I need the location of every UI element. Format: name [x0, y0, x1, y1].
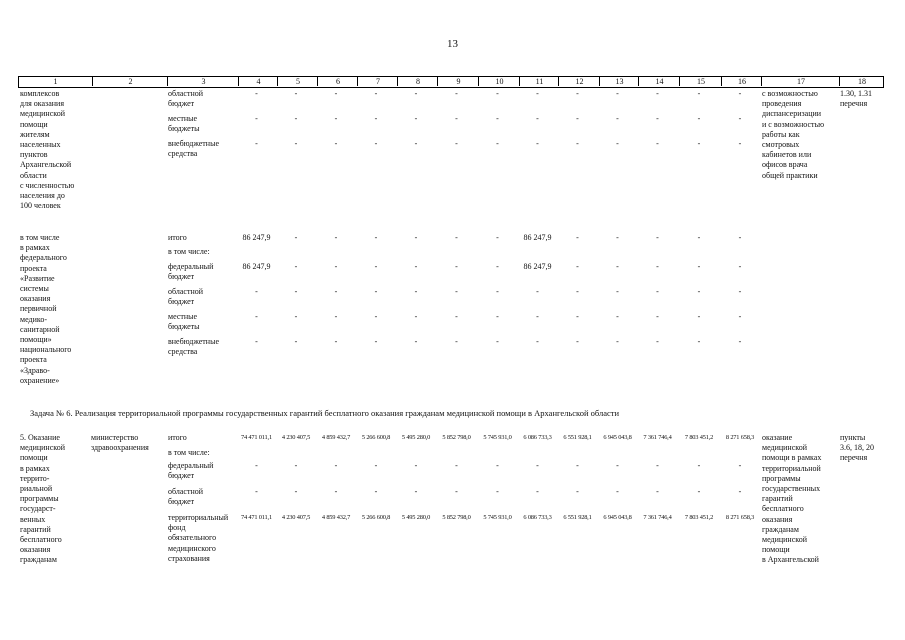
section-b-row4-dash-col12: -	[576, 312, 579, 321]
section-c-row3-dash-col7: -	[374, 487, 378, 496]
section-a-row0-dash-col7: -	[374, 89, 378, 98]
section-b-row4-dash-col6: -	[334, 312, 338, 321]
section-b-col1: в том числе в рамках федерального проекта «Развитие системы оказания первичной медико- санитарной помощи» национального проекта «Здраво- охранение»	[20, 233, 72, 385]
section-b-row4-dash-col7: -	[374, 312, 378, 321]
section-c-row3-label: областной бюджет	[168, 487, 204, 507]
column-number-12: 12	[558, 77, 600, 86]
section-c-row2-dash-col6: -	[334, 461, 338, 470]
section-a-row0-dash-col12: -	[576, 89, 579, 98]
section-a-row2-dash-col11: -	[536, 139, 539, 148]
section-a-row1-dash-col12: -	[576, 114, 579, 123]
section-c-row4-col13: 6 945 043,8	[603, 514, 632, 521]
section-b-row5-dash-col9: -	[455, 337, 458, 346]
section-a-row2-dash-col10: -	[496, 139, 499, 148]
section-c-row3-dash-col15: -	[697, 487, 701, 496]
table-header-row	[18, 76, 884, 88]
section-b-row2-dash-col13: -	[616, 262, 619, 271]
section-b-row3-dash-col6: -	[334, 287, 338, 296]
section-c-row4-col12: 6 551 928,1	[563, 514, 592, 521]
section-b-row0-dash-col9: -	[455, 233, 458, 242]
section-b-row3-dash-col12: -	[576, 287, 579, 296]
section-c-row0-col10: 5 745 931,0	[483, 434, 512, 441]
section-c-row0-col6: 4 859 432,7	[321, 434, 351, 441]
section-b-row5-dash-col12: -	[576, 337, 579, 346]
section-b-row3-dash-col8: -	[414, 287, 418, 296]
section-b-row2-dash-col14: -	[656, 262, 659, 271]
section-a-row0-dash-col15: -	[697, 89, 701, 98]
section-c-row3-dash-col11: -	[536, 487, 539, 496]
section-a-row1-dash-col5: -	[294, 114, 298, 123]
section-b-row3-dash-col16: -	[738, 287, 742, 296]
section-c-row3-dash-col8: -	[414, 487, 418, 496]
section-c-row4-col9: 5 852 798,0	[442, 514, 471, 521]
section-b-row0-dash-col6: -	[334, 233, 338, 242]
section-c-row3-dash-col4: -	[255, 487, 258, 496]
section-c-row2-dash-col7: -	[374, 461, 378, 470]
section-c-row0-col15: 7 803 451,2	[684, 434, 714, 441]
column-number-6: 6	[317, 77, 358, 86]
section-b-row3-dash-col7: -	[374, 287, 378, 296]
section-b-row3-label: областной бюджет	[168, 287, 204, 307]
section-b-row4-dash-col14: -	[656, 312, 659, 321]
section-b-row5-dash-col8: -	[414, 337, 418, 346]
section-c-row2-dash-col4: -	[255, 461, 258, 470]
section-c-row4-col16: 8 271 658,3	[725, 514, 755, 521]
section-c-row3-dash-col6: -	[334, 487, 338, 496]
page-number: 13	[447, 38, 458, 50]
section-b-row4-dash-col5: -	[294, 312, 298, 321]
task-title: Задача № 6. Реализация территориальной программы государственных гарантий бесплатного оказания гражданам медицинской помощи в Архангельской области	[30, 408, 620, 418]
section-c-col2: министерство здравоохранения	[91, 433, 149, 453]
column-number-8: 8	[397, 77, 438, 86]
section-a-row2-label: внебюджетные средства	[168, 139, 219, 159]
section-a-row2-dash-col13: -	[616, 139, 619, 148]
section-a-row1-dash-col4: -	[255, 114, 258, 123]
section-b-row2-dash-col7: -	[374, 262, 378, 271]
section-c-row0-col11: 6 086 733,3	[523, 434, 552, 441]
section-c-row3-dash-col16: -	[738, 487, 742, 496]
section-c-row3-dash-col5: -	[294, 487, 298, 496]
section-a-row2-dash-col8: -	[414, 139, 418, 148]
section-c-row0-col7: 5 266 600,8	[361, 434, 391, 441]
section-a-row0-dash-col9: -	[455, 89, 458, 98]
section-c-row2-dash-col9: -	[455, 461, 458, 470]
section-a-row2-dash-col12: -	[576, 139, 579, 148]
section-c-row0-col14: 7 361 746,4	[643, 434, 672, 441]
section-a-row2-dash-col14: -	[656, 139, 659, 148]
section-a-row2-dash-col7: -	[374, 139, 378, 148]
section-b-row5-dash-col16: -	[738, 337, 742, 346]
section-b-row3-dash-col5: -	[294, 287, 298, 296]
section-a-row1-dash-col14: -	[656, 114, 659, 123]
section-a-row0-label: областной бюджет	[168, 89, 204, 109]
section-c-row1-label: в том числе:	[168, 448, 210, 457]
section-b-row4-dash-col9: -	[455, 312, 458, 321]
section-a-row1-dash-col16: -	[738, 114, 742, 123]
section-c-row4-col5: 4 230 407,5	[281, 514, 311, 521]
section-a-row1-dash-col8: -	[414, 114, 418, 123]
section-c-row2-dash-col13: -	[616, 461, 619, 470]
section-b-row5-dash-col7: -	[374, 337, 378, 346]
section-a-row0-dash-col4: -	[255, 89, 258, 98]
section-b-row1-label: в том числе:	[168, 247, 210, 256]
column-number-1: 1	[53, 77, 58, 86]
section-c-row0-col13: 6 945 043,8	[603, 434, 632, 441]
column-number-11: 11	[519, 77, 559, 86]
section-b-row4-label: местные бюджеты	[168, 312, 200, 332]
section-c-row3-dash-col14: -	[656, 487, 659, 496]
section-b-row3-dash-col13: -	[616, 287, 619, 296]
section-c-row2-dash-col8: -	[414, 461, 418, 470]
section-a-row0-dash-col8: -	[414, 89, 418, 98]
section-c-row2-dash-col15: -	[697, 461, 701, 470]
column-number-17: 17	[761, 77, 840, 86]
section-b-row5-dash-col5: -	[294, 337, 298, 346]
section-a-row1-label: местные бюджеты	[168, 114, 200, 134]
section-b-row4-dash-col8: -	[414, 312, 418, 321]
section-c-row2-dash-col16: -	[738, 461, 742, 470]
section-c-row0-col8: 5 495 280,0	[401, 434, 431, 441]
section-c-row0-col12: 6 551 928,1	[563, 434, 592, 441]
section-b-row5-dash-col13: -	[616, 337, 619, 346]
section-a-row2-dash-col16: -	[738, 139, 742, 148]
column-number-15: 15	[679, 77, 722, 86]
section-b-row4-dash-col4: -	[255, 312, 258, 321]
section-c-row2-dash-col5: -	[294, 461, 298, 470]
section-a-col1: комплексов для оказания медицинской помощи жителям населенных пунктов Архангельской области с численностью населения до 100 человек	[20, 89, 75, 211]
section-b-row4-dash-col13: -	[616, 312, 619, 321]
section-b-row3-dash-col9: -	[455, 287, 458, 296]
section-b-row4-dash-col16: -	[738, 312, 742, 321]
section-b-row3-dash-col14: -	[656, 287, 659, 296]
section-a-row1-dash-col13: -	[616, 114, 619, 123]
section-b-row5-dash-col6: -	[334, 337, 338, 346]
section-b-row0-dash-col16: -	[738, 233, 742, 242]
section-c-col18: пункты 3.6, 18, 20 перечня	[840, 433, 874, 463]
section-a-row0-dash-col5: -	[294, 89, 298, 98]
section-b-row2-col4: 86 247,9	[242, 262, 271, 271]
section-b-row0-dash-col12: -	[576, 233, 579, 242]
section-a-row1-dash-col6: -	[334, 114, 338, 123]
section-b-row5-dash-col10: -	[496, 337, 499, 346]
section-b-row0-dash-col14: -	[656, 233, 659, 242]
section-b-row0-dash-col8: -	[414, 233, 418, 242]
section-a-row1-dash-col7: -	[374, 114, 378, 123]
section-b-row3-dash-col10: -	[496, 287, 499, 296]
section-b-row5-dash-col14: -	[656, 337, 659, 346]
section-b-row5-dash-col11: -	[536, 337, 539, 346]
section-a-row0-dash-col14: -	[656, 89, 659, 98]
section-b-row0-dash-col13: -	[616, 233, 619, 242]
section-b-row2-dash-col6: -	[334, 262, 338, 271]
section-a-row1-dash-col9: -	[455, 114, 458, 123]
section-c-row4-col14: 7 361 746,4	[643, 514, 672, 521]
column-number-7: 7	[357, 77, 398, 86]
section-a-row0-dash-col11: -	[536, 89, 539, 98]
section-a-row1-dash-col15: -	[697, 114, 701, 123]
section-a-col18: 1.30, 1.31 перечня	[840, 89, 872, 109]
section-b-row3-dash-col15: -	[697, 287, 701, 296]
section-a-row2-dash-col5: -	[294, 139, 298, 148]
column-number-18: 18	[839, 77, 884, 86]
section-b-row2-col11: 86 247,9	[523, 262, 552, 271]
section-b-row2-dash-col5: -	[294, 262, 298, 271]
section-c-row4-col4: 74 471 011,1	[241, 514, 272, 521]
section-b-row0-dash-col5: -	[294, 233, 298, 242]
section-b-row4-dash-col15: -	[697, 312, 701, 321]
section-a-row2-dash-col15: -	[697, 139, 701, 148]
section-c-row2-dash-col10: -	[496, 461, 499, 470]
section-c-row2-label: федеральный бюджет	[168, 461, 214, 481]
column-number-16: 16	[721, 77, 762, 86]
section-a-row0-dash-col13: -	[616, 89, 619, 98]
section-c-row3-dash-col13: -	[616, 487, 619, 496]
section-b-row2-label: федеральный бюджет	[168, 262, 214, 282]
section-c-col1: 5. Оказание медицинской помощи в рамках террито- риальной программы государст- венных гарантий бесплатного оказания гражданам	[20, 433, 66, 565]
section-c-row4-label: территориальный фонд обязательного медицинского страхования	[168, 513, 229, 563]
section-c-row0-col5: 4 230 407,5	[281, 434, 311, 441]
section-b-row2-dash-col8: -	[414, 262, 418, 271]
section-b-row5-dash-col4: -	[255, 337, 258, 346]
section-c-row4-col10: 5 745 931,0	[483, 514, 512, 521]
column-number-2: 2	[92, 77, 168, 86]
column-number-10: 10	[478, 77, 520, 86]
section-c-row4-col6: 4 859 432,7	[321, 514, 351, 521]
column-number-3: 3	[167, 77, 239, 86]
column-number-4: 4	[238, 77, 278, 86]
section-c-row4-col15: 7 803 451,2	[684, 514, 714, 521]
section-c-row3-dash-col10: -	[496, 487, 499, 496]
section-b-row4-dash-col11: -	[536, 312, 539, 321]
section-b-row2-dash-col12: -	[576, 262, 579, 271]
section-a-row2-dash-col4: -	[255, 139, 258, 148]
section-b-row0-label: итого	[168, 233, 187, 242]
section-c-row4-col8: 5 495 280,0	[401, 514, 431, 521]
section-a-row0-dash-col6: -	[334, 89, 338, 98]
section-b-row3-dash-col11: -	[536, 287, 539, 296]
section-b-row0-col4: 86 247,9	[242, 233, 271, 242]
section-c-row4-col7: 5 266 600,8	[361, 514, 391, 521]
section-a-row2-dash-col6: -	[334, 139, 338, 148]
section-c-row0-col9: 5 852 798,0	[442, 434, 471, 441]
section-c-col17: оказание медицинской помощи в рамках территориальной программы государственных гарантий бесплатного оказания гражданам медицинской помощи в Архангельской	[762, 433, 822, 565]
section-a-row1-dash-col10: -	[496, 114, 499, 123]
section-b-row0-col11: 86 247,9	[523, 233, 552, 242]
section-b-row5-dash-col15: -	[697, 337, 701, 346]
section-c-row0-label: итого	[168, 433, 187, 442]
section-b-row3-dash-col4: -	[255, 287, 258, 296]
section-b-row2-dash-col10: -	[496, 262, 499, 271]
section-b-row2-dash-col15: -	[697, 262, 701, 271]
column-number-5: 5	[277, 77, 318, 86]
section-c-row2-dash-col11: -	[536, 461, 539, 470]
section-c-row2-dash-col14: -	[656, 461, 659, 470]
section-c-row3-dash-col9: -	[455, 487, 458, 496]
column-number-14: 14	[638, 77, 680, 86]
section-a-row0-dash-col10: -	[496, 89, 499, 98]
section-a-row1-dash-col11: -	[536, 114, 539, 123]
column-number-13: 13	[599, 77, 639, 86]
section-b-row4-dash-col10: -	[496, 312, 499, 321]
section-c-row4-col11: 6 086 733,3	[523, 514, 552, 521]
section-b-row0-dash-col7: -	[374, 233, 378, 242]
section-c-row0-col4: 74 471 011,1	[241, 434, 272, 441]
section-a-row0-dash-col16: -	[738, 89, 742, 98]
section-b-row2-dash-col16: -	[738, 262, 742, 271]
section-b-row5-label: внебюджетные средства	[168, 337, 219, 357]
section-b-row0-dash-col10: -	[496, 233, 499, 242]
section-b-row2-dash-col9: -	[455, 262, 458, 271]
section-b-row0-dash-col15: -	[697, 233, 701, 242]
section-c-row3-dash-col12: -	[576, 487, 579, 496]
section-c-row2-dash-col12: -	[576, 461, 579, 470]
section-c-row0-col16: 8 271 658,3	[725, 434, 755, 441]
column-number-9: 9	[437, 77, 479, 86]
section-a-row2-dash-col9: -	[455, 139, 458, 148]
section-a-col17: с возможностью проведения диспансеризации и с возможностью работы как смотровых кабинетов или офисов врача общей практики	[762, 89, 825, 180]
